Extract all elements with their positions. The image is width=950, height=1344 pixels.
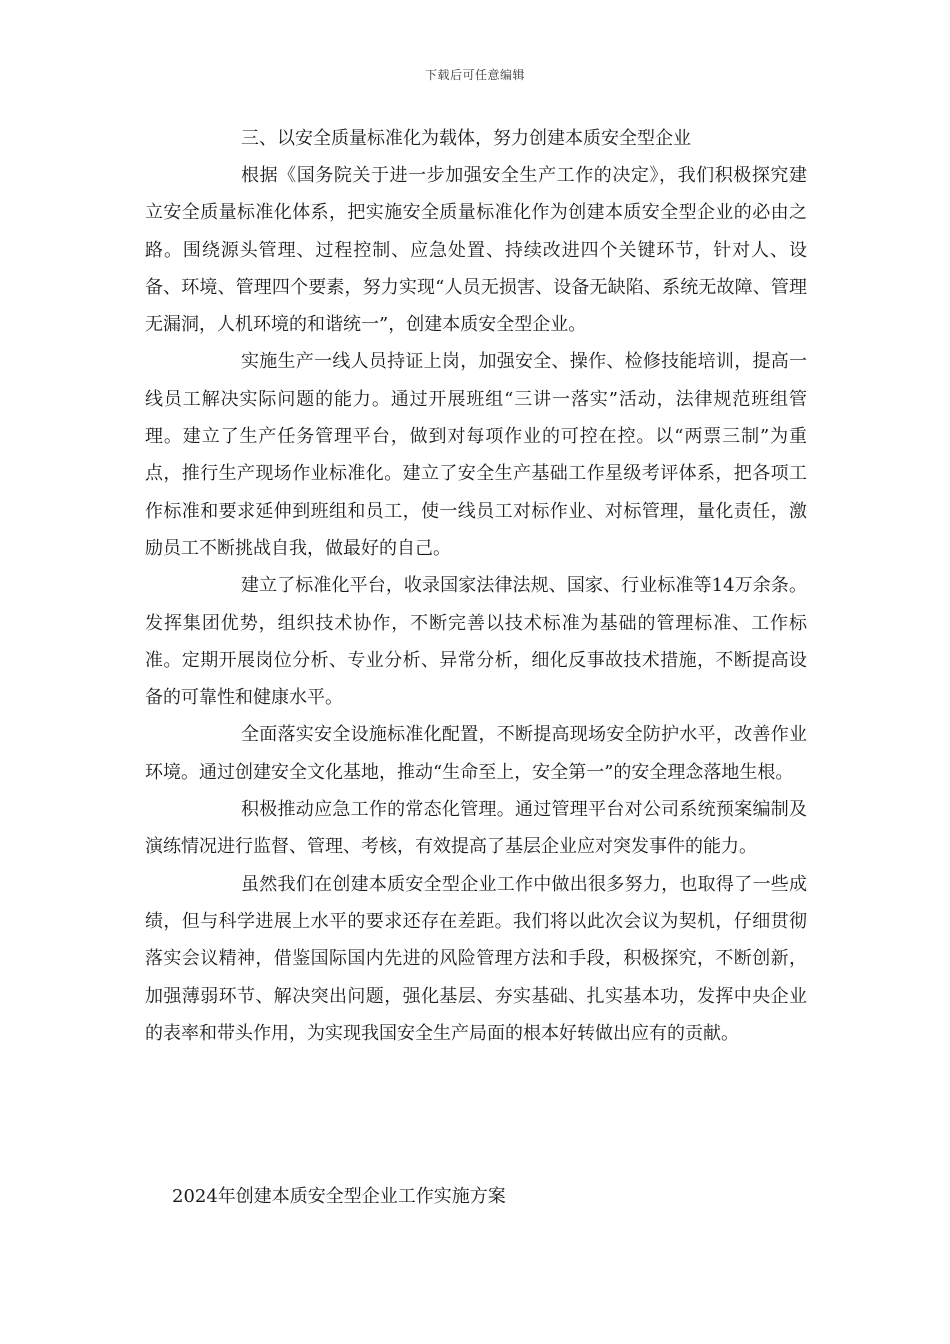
document-body	[145, 120, 807, 1052]
paragraph-3: 建立了标准化平台，收录国家法律法规、国家、行业标准等14万余条。发挥集团优势，组织技术协作，不断完善以技术标准为基础的管理标准、工作标准。定期开展岗位分析、专业分析、异常分析，细化反事故技术措施，不断提高设备的可靠性和健康水平。	[145, 575, 807, 709]
paragraph-2: 实施生产一线人员持证上岗，加强安全、操作、检修技能培训，提高一线员工解决实际问题的能力。通过开展班组“三讲一落实”活动，法律规范班组管理。建立了生产任务管理平台，做到对每项作业的可控在控。以“两票三制”为重点，推行生产现场作业标准化。建立了安全生产基础工作星级考评体系，把各项工作标准和要求延伸到班组和员工，使一线员工对标作业、对标管理，量化责任，激励员工不断挑战自我，做最好的自己。	[145, 351, 807, 559]
page-header-note: 下载后可任意编辑	[424, 68, 525, 82]
paragraph-5: 积极推动应急工作的常态化管理。通过管理平台对公司系统预案编制及演练情况进行监督、管理、考核，有效提高了基层企业应对突发事件的能力。	[145, 799, 807, 858]
paragraph-1: 根据《国务院关于进一步加强安全生产工作的决定》，我们积极探究建立安全质量标准化体系，把实施安全质量标准化作为创建本质安全型企业的必由之路。围绕源头管理、过程控制、应急处置、持续改进四个关键环节，针对人、设备、环境、管理四个要素，努力实现“人员无损害、设备无缺陷、系统无故障、管理无漏洞，人机环境的和谐统一”，创建本质安全型企业。	[145, 165, 807, 336]
section-heading: 三、以安全质量标准化为载体，努力创建本质安全型企业	[241, 128, 691, 149]
paragraph-6: 虽然我们在创建本质安全型企业工作中做出很多努力，也取得了一些成绩，但与科学进展上水平的要求还存在差距。我们将以此次会议为契机，仔细贯彻落实会议精神，借鉴国际国内先进的风险管理方法和手段，积极探究，不断创新，加强薄弱环节、解决突出问题，强化基层、夯实基础、扎实基本功，发挥中央企业的表率和带头作用，为实现我国安全生产局面的根本好转做出应有的贡献。	[145, 873, 807, 1044]
next-document-title: 2024年创建本质安全型企业工作实施方案	[172, 1186, 506, 1207]
paragraph-4: 全面落实安全设施标准化配置，不断提高现场安全防护水平，改善作业环境。通过创建安全文化基地，推动“生命至上，安全第一”的安全理念落地生根。	[145, 724, 807, 783]
